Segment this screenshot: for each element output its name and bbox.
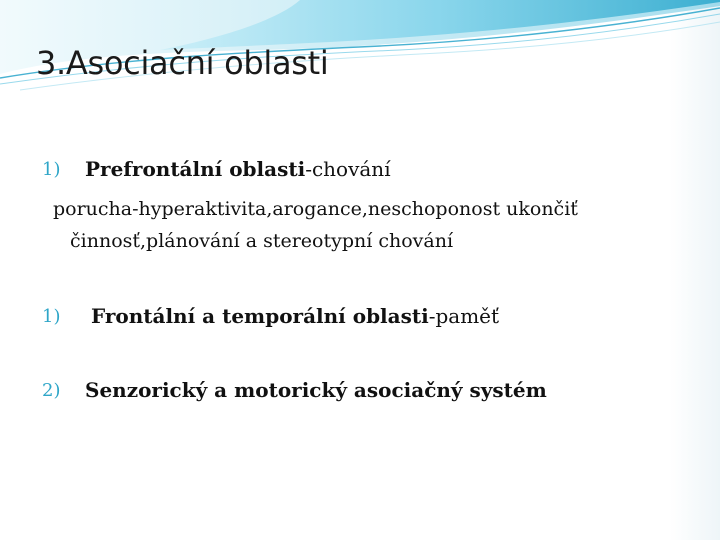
slide-title: 3.Asociační oblasti [36, 44, 329, 82]
item-3-text [85, 378, 547, 402]
item-1-text [85, 157, 391, 181]
item-3-bold: Senzorický a motorický asociačný systém [85, 378, 547, 402]
item-2-number: 1) [42, 306, 61, 327]
item-3-number: 2) [42, 380, 61, 401]
item-1-rest: -chování [305, 157, 391, 181]
item-2-text [91, 304, 499, 328]
item-2-bold: Frontální a temporální oblasti [91, 304, 429, 328]
item-1-continuation-1: porucha-hyperaktivita,arogance,neschoponost ukončiť [53, 198, 578, 220]
item-2-rest: -paměť [428, 304, 500, 328]
item-1-number: 1) [42, 159, 61, 180]
item-1-bold: Prefrontální oblasti [85, 157, 306, 181]
item-1-continuation-2: činnosť,plánování a stereotypní chování [70, 230, 454, 252]
